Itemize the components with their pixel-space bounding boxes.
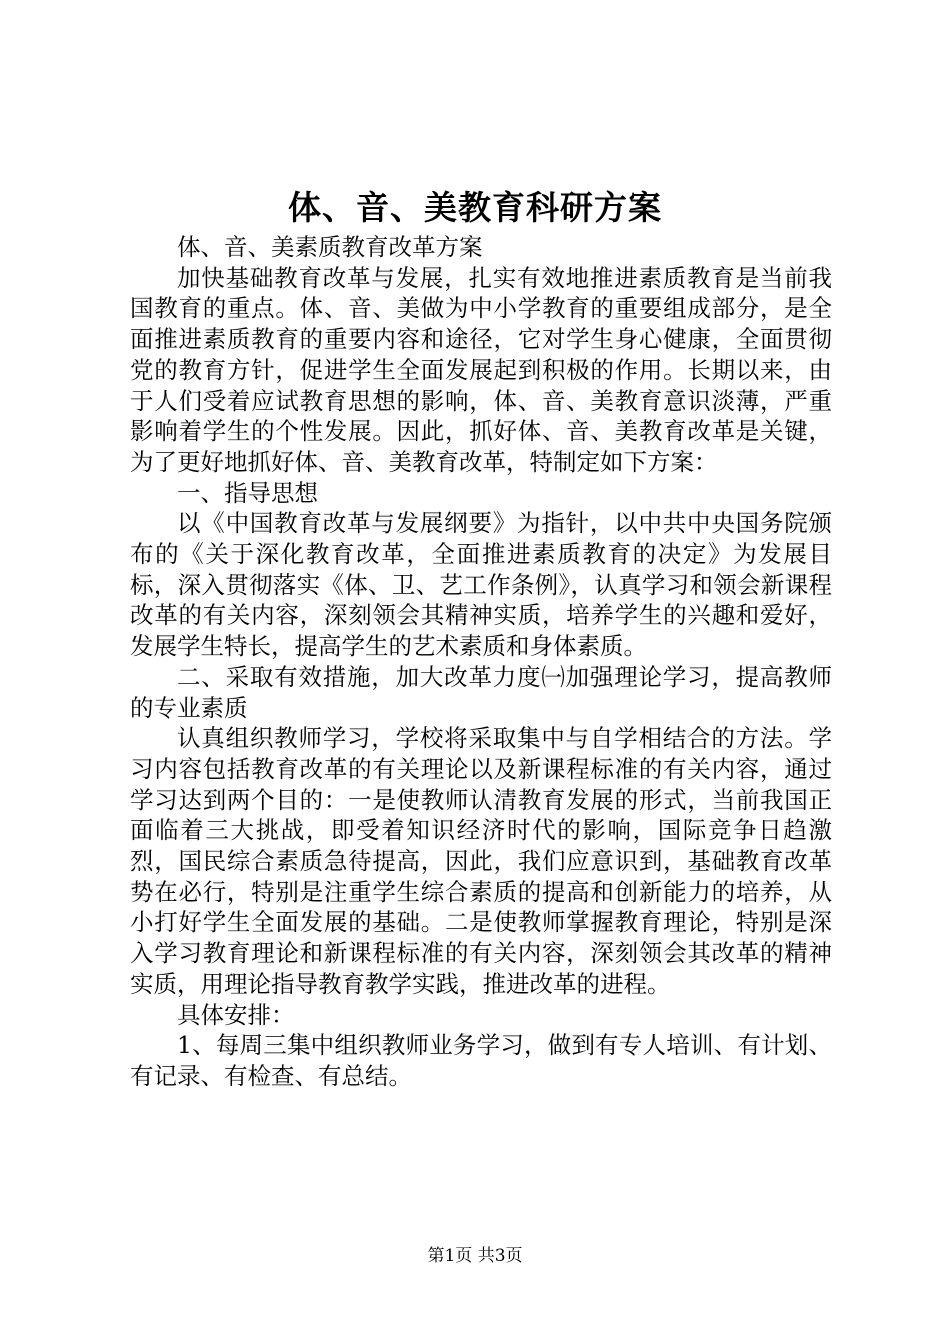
paragraph-teacher-study: 认真组织教师学习，学校将采取集中与自学相结合的方法。学习内容包括教育改革的有关理论以及新课程标准的有关内容，通过学习达到两个目的：一是使教师认清教育发展的形式，当前我国正面临着三大挑战，即受着知识经济时代的影响，国际竞争日趋激烈，国民综合素质急待提高，因此，我们应意识到，基础教育改革势在必行，特别是注重学生综合素质的提高和创新能力的培养，从小打好学生全面发展的基础。二是使教师掌握教育理论，特别是深入学习教育理论和新课程标准的有关内容，深刻领会其改革的精神实质，用理论指导教育教学实践，推进改革的进程。 bbox=[130, 724, 832, 998]
paragraph-guiding-ideology: 以《中国教育改革与发展纲要》为指针，以中共中央国务院颁布的《关于深化教育改革，全面推进素质教育的决定》为发展目标，深入贯彻落实《体、卫、艺工作条例》，认真学习和领会新课程改革的有关内容，深刻领会其精神实质，培养学生的兴趣和爱好，发展学生特长，提高学生的艺术素质和身体素质。 bbox=[130, 509, 832, 661]
heading-measures: 二、采取有效措施，加大改革力度㈠加强理论学习，提高教师的专业素质 bbox=[130, 662, 832, 722]
page-number: 第1页 共3页 bbox=[427, 1246, 523, 1266]
paragraph-intro: 加快基础教育改革与发展，扎实有效地推进素质教育是当前我国教育的重点。体、音、美做为中小学教育的重要组成部分，是全面推进素质教育的重要内容和途径，它对学生身心健康，全面贯彻党的教育方针，促进学生全面发展起到积极的作用。长期以来，由于人们受着应试教育思想的影响，体、音、美教育意识淡薄，严重影响着学生的个性发展。因此，抓好体、音、美教育改革是关键，为了更好地抓好体、音、美教育改革，特制定如下方案： bbox=[130, 263, 832, 476]
paragraph-arrangement-item-1: 1、每周三集中组织教师业务学习，做到有专人培训、有计划、有记录、有检查、有总结。 bbox=[130, 1031, 832, 1090]
heading-arrangement: 具体安排： bbox=[177, 1000, 295, 1029]
heading-guiding-ideology: 一、指导思想 bbox=[177, 478, 318, 507]
document-body bbox=[130, 232, 832, 1092]
document-title: 体、音、美教育科研方案 bbox=[288, 188, 662, 227]
paragraph-subtitle: 体、音、美素质教育改革方案 bbox=[177, 233, 483, 261]
